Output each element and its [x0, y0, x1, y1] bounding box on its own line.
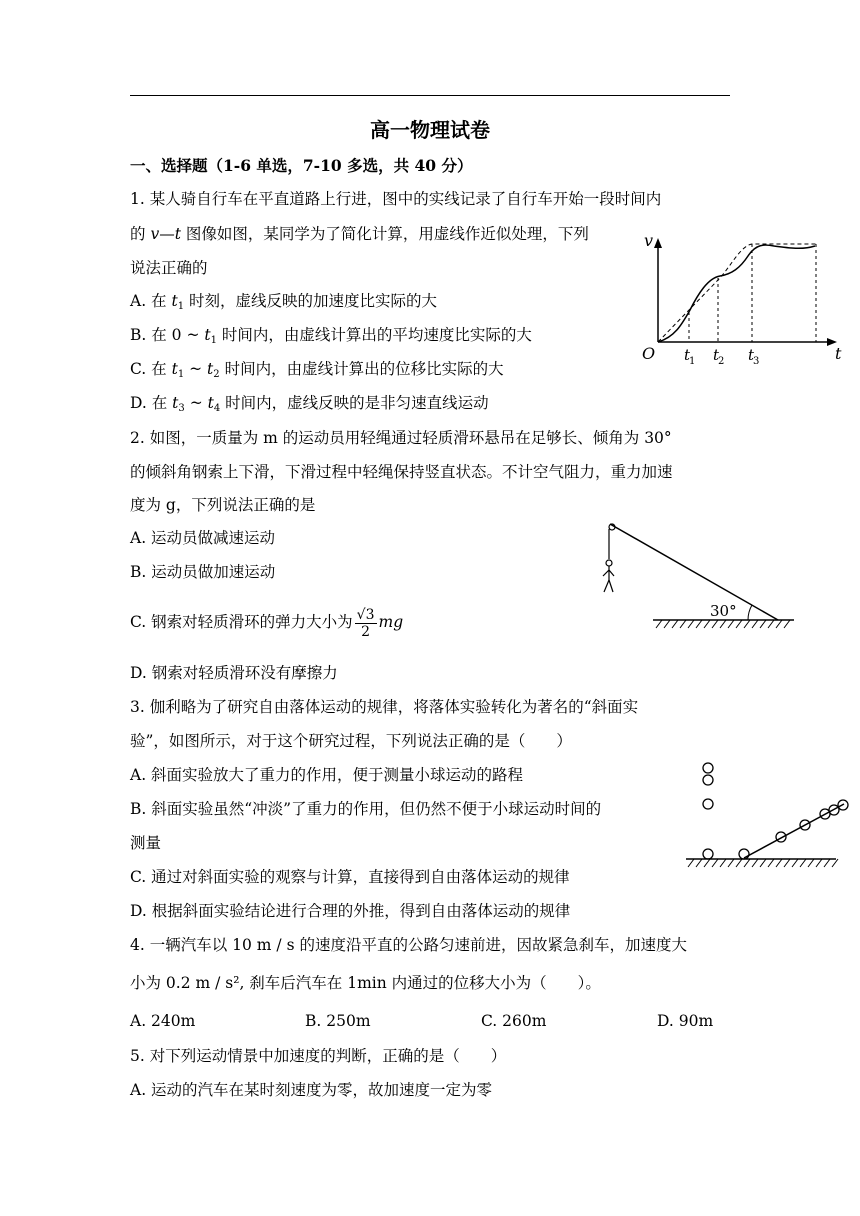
- q3-stem-line2: 验”，如图所示，对于这个研究过程，下列说法正确的是（ ）: [130, 732, 572, 750]
- t-axis-label: t: [835, 344, 842, 363]
- rolling-balls: [703, 800, 848, 859]
- q1-option-c: C. 在 $t_1$ ~ $t_2$ 时间内，由虚线计算出的位移比实际的大: [130, 360, 504, 380]
- q4-option-a: A. 240m: [130, 1012, 196, 1030]
- tick-t3-sub: 3: [753, 356, 760, 367]
- q1-stem-line3: 说法正确的: [130, 259, 208, 277]
- q1-option-a: A. 在 $t_1$ 时刻，虚线反映的加速度比实际的大: [130, 292, 438, 312]
- angle-arc: [748, 605, 752, 620]
- q4-option-b: B. 250m: [305, 1012, 371, 1030]
- tick-t-2: t: [713, 346, 720, 364]
- falling-balls: [703, 763, 713, 809]
- q2-option-b: B. 运动员做加速运动: [130, 563, 276, 581]
- q3-option-b-cont: 测量: [130, 834, 162, 852]
- galileo-incline-figure: [684, 758, 844, 870]
- q3-stem-line1: 3. 伽利略为了研究自由落体运动的规律，将落体实验转化为著名的“斜面实: [130, 698, 639, 716]
- q2-stem-line3: 度为 g，下列说法正确的是: [130, 496, 316, 514]
- q4-option-c: C. 260m: [481, 1012, 547, 1030]
- q3-option-b: B. 斜面实验虽然“冲淡”了重力的作用，但仍然不便于小球运动时间的: [130, 800, 602, 818]
- tick-t-3: t: [748, 346, 755, 364]
- steel-cable: [610, 524, 778, 620]
- q2-option-d: D. 钢索对轻质滑环没有摩擦力: [130, 664, 338, 682]
- incline-cable-figure: [598, 514, 803, 634]
- q4-option-d: D. 90m: [657, 1012, 714, 1030]
- q2-option-c: C. 钢索对轻质滑环的弹力大小为 $\frac{√3}{2}$ mg: [130, 606, 404, 640]
- page-title: 高一物理试卷: [370, 118, 490, 142]
- vt-graph: [640, 232, 850, 372]
- q3-option-c: C. 通过对斜面实验的观察与计算，直接得到自由落体运动的规律: [130, 868, 570, 886]
- q2-stem-line1: 2. 如图，一质量为 m 的运动员用轻绳通过轻质滑环悬吊在足够长、倾角为 30°: [130, 429, 672, 447]
- actual-curve: [658, 245, 815, 342]
- q4-stem-line2: 小为 0.2 m / s², 刹车后汽车在 1min 内通过的位移大小为（ ）。: [130, 974, 601, 992]
- q4-stem-line1: 4. 一辆汽车以 10 m / s 的速度沿平直的公路匀速前进，因故紧急刹车，加速度大: [130, 936, 687, 954]
- ground-hatching: [688, 859, 838, 867]
- v-axis-arrow: [654, 238, 662, 248]
- header-rule: [130, 95, 730, 96]
- q3-option-d: D. 根据斜面实验结论进行合理的外推，得到自由落体运动的规律: [130, 902, 571, 920]
- v-axis-label: v: [644, 231, 654, 250]
- q5-stem-line1: 5. 对下列运动情景中加速度的判断，正确的是（ ）: [130, 1047, 507, 1065]
- q1-option-b: B. 在 0 ~ $t_1$ 时间内，由虚线计算出的平均速度比实际的大: [130, 326, 532, 346]
- q1-stem-line1: 1. 某人骑自行车在平直道路上行进，图中的实线记录了自行车开始一段时间内: [130, 190, 662, 208]
- q1-option-d: D. 在 $t_3$ ~ $t_4$ 时间内，虚线反映的是非匀速直线运动: [130, 394, 489, 414]
- approx-dashed-line: [658, 244, 816, 342]
- tick-t-1: t: [684, 346, 691, 364]
- fraction: $\frac{√3}{2}$: [356, 606, 375, 640]
- tick-t1-sub: 1: [689, 356, 696, 367]
- q2-option-a: A. 运动员做减速运动: [130, 529, 276, 547]
- section-heading: 一、选择题（1-6 单选，7-10 多选，共 40 分）: [130, 156, 473, 175]
- q5-option-a: A. 运动的汽车在某时刻速度为零，故加速度一定为零: [130, 1081, 493, 1099]
- tick-t2-sub: 2: [718, 356, 725, 367]
- q3-option-a: A. 斜面实验放大了重力的作用，便于测量小球运动的路程: [130, 766, 524, 784]
- angle-label: 30°: [710, 602, 737, 620]
- q1-stem-line2: 的 v—t 图像如图，某同学为了简化计算，用虚线作近似处理，下列: [130, 225, 589, 243]
- q2-stem-line2: 的倾斜角钢索上下滑，下滑过程中轻绳保持竖直状态。不计空气阻力，重力加速: [130, 463, 673, 481]
- ground-hatching: [656, 620, 790, 628]
- origin-label: O: [642, 344, 656, 363]
- athlete-figure: [603, 560, 614, 592]
